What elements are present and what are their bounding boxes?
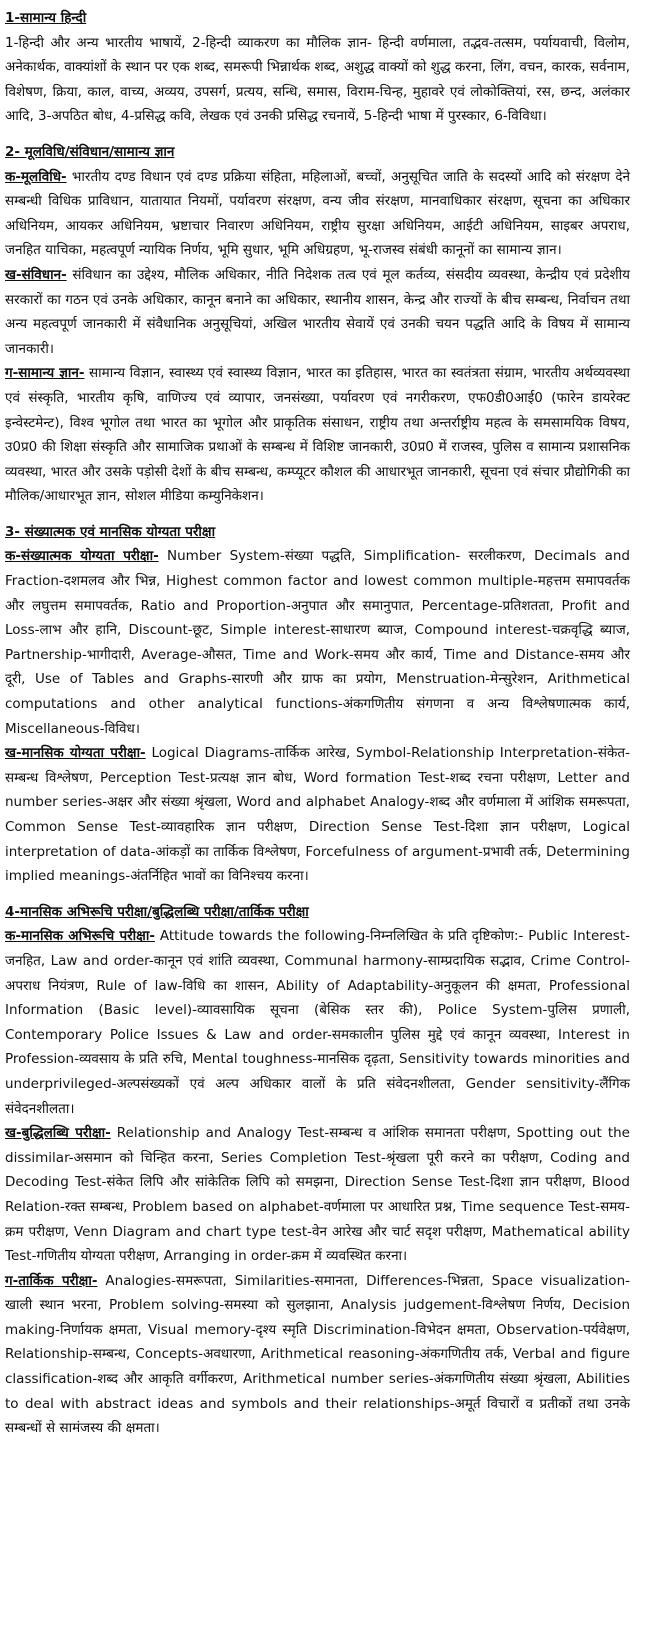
- paragraph-text: Number System-संख्या पद्धति, Simplification- सरलीकरण, Decimals and Fraction-दशमलव और भिन्न, Highest common factor and lowest common multiple-महत्तम समापवर्तक और लघुत्तम समापवर्तक, Ratio and Proportion-अनुपात और समानुपात, Percentage-प्रतिशतता, Profit and Loss-लाभ और हानि, Discount-छूट, Simple interest-साधारण ब्याज, Compound interest-चक्रवृद्धि ब्याज, Partnership-भागीदारी, Average-औसत, Time and Work-समय और कार्य, Time and Distance-समय और दूरी, Use of Tables and Graphs-सारणी और ग्राफ का प्रयोग, Menstruation-मेन्सुरेशन, Arithmetical computations and other analytical functions-अंकगणितीय संगणना व अन्य विश्लेषणात्मक कार्य, Miscellaneous-विविध।: [5, 548, 630, 737]
- section-heading: 1-सामान्य हिन्दी: [5, 10, 87, 26]
- paragraph-label: ख-मानसिक योग्यता परीक्षा-: [5, 745, 146, 762]
- paragraph-label: ख-संविधान-: [5, 266, 67, 283]
- paragraph-text: Attitude towards the following-निम्नलिखित के प्रति दृष्टिकोण:- Public Interest-जनहित, Law and order-कानून एवं शांति व्यवस्था, Communal harmony-साम्प्रदायिक सद्भाव, Crime Control-अपराध नियंत्रण, Rule of law-विधि का शासन, Ability of Adaptability-अनुकूलन की क्षमता, Professional Information (Basic level)-व्यावसायिक सूचना (बेसिक स्तर की), Police System-पुलिस प्रणाली, Contemporary Police Issues & Law and order-समकालीन पुलिस मुद्दे एवं कानून व्यवस्था, Interest in Profession-व्यवसाय के प्रति रुचि, Mental toughness-मानसिक दृढ़ता, Sensitivity towards minorities and underprivileged-अल्पसंख्यकों एवं अल्प अधिकार वालों के प्रति संवेदनशीलता, Gender sensitivity-लैंगिक संवेदनशीलता।: [5, 928, 631, 1117]
- section-paragraph: [5, 544, 630, 741]
- paragraph-label: ग-सामान्य ज्ञान-: [5, 365, 85, 382]
- section-samanya-hindi: [5, 6, 630, 129]
- section-mulvidhi-samvidhan: [5, 140, 630, 509]
- section-heading: 2- मूलविधि/संविधान/सामान्य ज्ञान: [5, 143, 175, 160]
- paragraph-text: Relationship and Analogy Test-सम्बन्ध व आंशिक समानता परीक्षण, Spotting out the dissimilar-असमान को चिन्हित करना, Series Completion Test-श्रृंखला पूरी करने का परीक्षण, Coding and Decoding Test-संकेत लिपि और सांकेतिक लिपि को समझना, Direction Sense Test-दिशा ज्ञान परीक्षण, Blood Relation-रक्त सम्बन्ध, Problem based on alphabet-वर्णमाला पर आधारित प्रश्न, Time sequence Test-समय-क्रम परीक्षण, Venn Diagram and chart type test-वेन आरेख और चार्ट सदृश परीक्षण, Mathematical ability Test-गणितीय योग्यता परीक्षण, Arranging in order-क्रम में व्यवस्थित करना।: [5, 1125, 630, 1265]
- section-sankhyatmak-mansik: [5, 520, 630, 889]
- paragraph-label: ख-बुद्धिलब्धि परीक्षा-: [5, 1125, 111, 1142]
- section-paragraph: [5, 1121, 630, 1269]
- syllabus-document: [5, 6, 630, 1452]
- paragraph-label: ग-तार्किक परीक्षा-: [5, 1272, 98, 1289]
- paragraph-text: Analogies-समरूपता, Similarities-समानता, Differences-भिन्नता, Space visualization-खाली स्थान भरना, Problem solving-समस्या को सुलझाना, Analysis judgement-विश्लेषण निर्णय, Decision making-निर्णायक क्षमता, Visual memory-दृश्य स्मृति Discrimination-विभेदन क्षमता, Observation-पर्यवेक्षण, Relationship-सम्बन्ध, Concepts-अवधारणा, Arithmetical reasoning-अंकगणितीय तर्क, Verbal and figure classification-शब्द और आकृति वर्गीकरण, Arithmetical number series-अंकगणितीय संख्या श्रृंखला, Abilities to deal with abstract ideas and symbols and their relationships-अमूर्त विचारों व प्रतीकों तथा उनके सम्बन्धों से सामंजस्य की क्षमता।: [5, 1272, 630, 1437]
- paragraph-text: भारतीय दण्ड विधान एवं दण्ड प्रक्रिया संहिता, महिलाओं, बच्चों, अनुसूचित जाति के सदस्यों आदि को संरक्षण देने सम्बन्धी विधिक प्राविधान, यातायात नियमों, पर्यावरण संरक्षण, वन्य जीव संरक्षण, मानवाधिकार संरक्षण, सूचना का अधिकार अधिनियम, आयकर अधिनियम, भ्रष्टाचार निवारण अधिनियम, राष्ट्रीय सुरक्षा अधिनियम, आईटी अधिनियम, साइबर अपराध, जनहित याचिका, महत्वपूर्ण न्यायिक निर्णय, भूमि सुधार, भूमि अधिग्रहण, भू-राजस्व संबंधी कानूनों का सामान्य ज्ञान।: [5, 168, 630, 259]
- section-paragraph: [5, 361, 630, 509]
- section-paragraph: [5, 263, 630, 361]
- section-abhiruchi-buddhilabdhi: [5, 900, 630, 1441]
- section-heading: 4-मानसिक अभिरूचि परीक्षा/बुद्धिलब्धि परीक्षा/तार्किक परीक्षा: [5, 903, 309, 920]
- section-paragraph: [5, 741, 630, 889]
- paragraph-label: क-मानसिक अभिरूचि परीक्षा-: [5, 928, 155, 945]
- section-paragraph: [5, 165, 630, 263]
- paragraph-text: सामान्य विज्ञान, स्वास्थ्य एवं स्वास्थ्य विज्ञान, भारत का इतिहास, भारत का स्वतंत्रता संग्राम, भारतीय अर्थव्यवस्था एवं संस्कृति, भारतीय कृषि, वाणिज्य एवं व्यापार, जनसंख्या, पर्यावरण एवं नगरीकरण, एफ0डी0आई0 (फारेन डायरेक्ट इन्वेस्टमेन्ट), विश्व भूगोल तथा भारत का भूगोल और प्राकृतिक संसाधन, राष्ट्रीय तथा अन्तर्राष्ट्रीय महत्व के समसामयिक विषय, उ0प्र0 की शिक्षा संस्कृति और सामाजिक प्रथाओं के सम्बन्ध में विशिष्ट जानकारी, उ0प्र0 में राजस्व, पुलिस व सामान्य प्रशासनिक व्यवस्था, भारत और उसके पड़ोसी देशों के बीच सम्बन्ध, कम्प्यूटर कौशल की आधारभूत जानकारी, सूचना एवं संचार प्रौद्योगिकी का मौलिक/आधारभूत ज्ञान, सोशल मीडिया कम्युनिकेशन।: [5, 365, 630, 505]
- section-heading: 3- संख्यात्मक एवं मानसिक योग्यता परीक्षा: [5, 523, 216, 540]
- paragraph-text: Logical Diagrams-तार्किक आरेख, Symbol-Relationship Interpretation-संकेत-सम्बन्ध विश्लेषण, Perception Test-प्रत्यक्ष ज्ञान बोध, Word formation Test-शब्द रचना परीक्षण, Letter and number series-अक्षर और संख्या श्रृंखला, Word and alphabet Analogy-शब्द और वर्णमाला में आंशिक समरूपता, Common Sense Test-व्यावहारिक ज्ञान परीक्षण, Direction Sense Test-दिशा ज्ञान परीक्षण, Logical interpretation of data-आंकड़ों का तार्किक विश्लेषण, Forcefulness of argument-प्रभावी तर्क, Determining implied meanings-अंतर्निहित भावों का विनिश्चय करना।: [5, 745, 630, 885]
- paragraph-text: 1-हिन्दी और अन्य भारतीय भाषायें, 2-हिन्दी व्याकरण का मौलिक ज्ञान- हिन्दी वर्णमाला, तद्भव-तत्सम, पर्यायवाची, विलोम, अनेकार्थक, वाक्यांशों के स्थान पर एक शब्द, समरूपी भिन्नार्थक शब्द, अशुद्ध वाक्यों को शुद्ध करना, लिंग, वचन, कारक, सर्वनाम, विशेषण, क्रिया, काल, वाच्य, अव्यय, उपसर्ग, प्रत्यय, सन्धि, समास, विराम-चिन्ह, मुहावरे एवं लोकोक्तियां, रस, छन्द, अलंकार आदि, 3-अपठित बोध, 4-प्रसिद्ध कवि, लेखक एवं उनकी प्रसिद्ध रचनायें, 5-हिन्दी भाषा में पुरस्कार, 6-विविधा।: [5, 34, 630, 125]
- section-paragraph: [5, 924, 630, 1121]
- section-paragraph: [5, 31, 630, 129]
- section-paragraph: [5, 1269, 630, 1441]
- paragraph-text: संविधान का उद्देश्य, मौलिक अधिकार, नीति निदेशक तत्व एवं मूल कर्तव्य, संसदीय व्यवस्था, केन्द्रीय एवं प्रदेशीय सरकारों का गठन एवं उनके अधिकार, कानून बनाने का अधिकार, स्थानीय शासन, केन्द्र और राज्यों के बीच सम्बन्ध, निर्वाचन तथा अन्य महत्वपूर्ण जानकारी में संवैधानिक अनुसूचियां, अखिल भारतीय सेवायें एवं उनकी चयन पद्धति आदि के विषय में सामान्य जानकारी।: [5, 266, 630, 357]
- paragraph-label: क-मूलविधि-: [5, 168, 67, 185]
- paragraph-label: क-संख्यात्मक योग्यता परीक्षा-: [5, 548, 159, 565]
